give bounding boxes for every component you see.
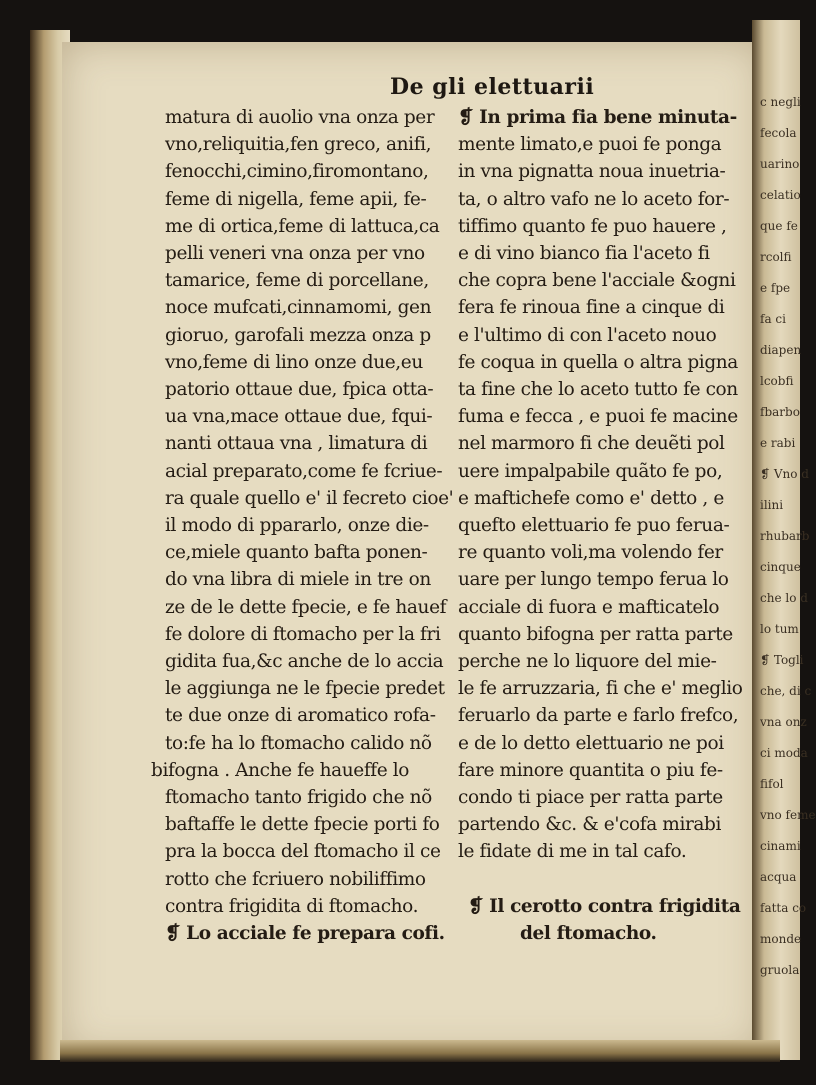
right_column-line: e di vino bianco fia l'aceto fi: [458, 243, 710, 264]
left_column-line: tamarice, feme di porcellane,: [165, 270, 429, 292]
left_column-line: vno,reliquitia,fen greco, anifi,: [165, 134, 432, 156]
facing-page-fragment: e fpe: [760, 281, 791, 295]
facing-page-fragment: lcobfi: [760, 374, 794, 388]
right_column-line: che copra bene l'acciale &ogni: [458, 270, 736, 292]
facing-page-fragment: vno feme: [760, 808, 816, 822]
facing-page-fragment: ci moda: [760, 746, 808, 760]
left_column-line: ❡ Lo acciale fe prepara cofi.: [165, 923, 445, 944]
left_column-line: ze de le dette fpecie, e fe hauef: [165, 596, 447, 618]
right_column-line: e maftichefe como e' detto , e: [458, 487, 724, 509]
right_column-line: fera fe rinoua fine a cinque di: [458, 297, 725, 319]
facing-page-fragment: fa ci: [760, 312, 786, 326]
facing-page-fragment: cinami: [760, 839, 801, 853]
right_column-line: quanto bifogna per ratta parte: [458, 623, 733, 645]
right_column-line: ta, o altro vafo ne lo aceto for-: [458, 188, 730, 210]
left_column-line: nanti ottaua vna , limatura di: [165, 433, 428, 455]
facing-page-edge: [752, 20, 816, 1060]
right_column-line: del ftomacho.: [520, 923, 657, 944]
facing-page-fragment: che lo d: [760, 591, 808, 605]
left_column-line: patorio ottaue due, fpica otta-: [165, 379, 434, 400]
right_column-line: ta fine che lo aceto tutto fe con: [458, 379, 738, 400]
right_column-line: e l'ultimo di con l'aceto nouo: [458, 324, 717, 346]
left_column-line: vno,feme di lino onze due,eu: [165, 351, 423, 373]
facing-page-fragment: celatio: [760, 188, 801, 202]
facing-page-fragment: diapen: [760, 343, 802, 357]
left_column-line: feme di nigella, feme apii, fe-: [165, 188, 427, 210]
right_column-line: perche ne lo liquore del mie-: [458, 651, 717, 672]
left_column-line: contra frigidita di ftomacho.: [165, 895, 419, 917]
left_column-line: ftomacho tanto frigido che nõ: [165, 787, 432, 808]
facing-page-fragment: rhubarb: [760, 529, 810, 543]
facing-page-fragment: que fe: [760, 219, 798, 233]
facing-page-fragment: ❡ Vno d: [760, 467, 809, 481]
right_column-line: acciale di fuora e mafticatelo: [458, 596, 720, 618]
left_column-line: baftaffe le dette fpecie porti fo: [165, 814, 440, 836]
left_column-line: gidita fua,&c anche de lo accia: [165, 651, 444, 672]
right_column-line: uere impalpabile quãto fe po,: [458, 460, 723, 482]
right_column-line: le fidate di me in tal cafo.: [458, 841, 687, 863]
right_column-line: feruarlo da parte e farlo frefco,: [458, 705, 739, 727]
right_column-line: fe coqua in quella o altra pigna: [458, 351, 738, 373]
right_column-line: fuma e fecca , e puoi fe macine: [458, 406, 738, 428]
left_column-line: il modo di ppararlo, onze die-: [165, 515, 429, 536]
facing-page-fragment: ilini: [760, 498, 784, 512]
left_column-line: me di ortica,feme di lattuca,ca: [165, 215, 440, 237]
facing-page-fragment: cinque: [760, 560, 801, 574]
left_column-line: fenocchi,cimino,firomontano,: [165, 161, 429, 183]
right_column-line: partendo &c. & e'cofa mirabi: [458, 814, 721, 836]
page-bottom-edge: [60, 1040, 780, 1062]
running-head: De gli elettuarii: [390, 74, 595, 100]
left_column-line: matura di auolio vna onza per: [165, 107, 435, 128]
facing-page-fragment: gruola: [760, 963, 800, 977]
left_column-line: te due onze di aromatico rofa-: [165, 705, 436, 727]
left_column-line: ua vna,mace ottaue due, fqui-: [165, 406, 433, 428]
facing-page-fragment: ❡ Togli: [760, 653, 804, 667]
left_column-line: rotto che fcriuero nobiliffimo: [165, 868, 426, 890]
facing-page-fragment: fecola: [760, 126, 797, 140]
right_column-line: tiffimo quanto fe puo hauere ,: [458, 215, 727, 237]
right_column-line: ❡ In prima fia bene minuta-: [458, 107, 737, 128]
left_column-line: ce,miele quanto bafta ponen-: [165, 542, 428, 564]
right_column-line: uare per lungo tempo ferua lo: [458, 569, 729, 591]
facing-page-fragment: lo tum: [760, 622, 799, 636]
facing-page-fragment: uarino: [760, 157, 800, 171]
facing-page-fragment: acqua: [760, 870, 797, 884]
right_column-line: fare minore quantita o piu fe-: [458, 759, 723, 781]
left_column-line: acial preparato,come fe fcriue-: [165, 460, 443, 482]
right_column-line: in vna pignatta noua inuetria-: [458, 161, 726, 183]
facing-page-fragment: che, di c: [760, 684, 812, 698]
facing-page-fragment: rcolfi: [760, 250, 792, 264]
left_column-line: bifogna . Anche fe haueffe lo: [151, 759, 410, 781]
facing-page-fragment: e rabi: [760, 436, 796, 450]
left_column-line: to:fe ha lo ftomacho calido nõ: [165, 732, 432, 754]
right_column-line: condo ti piace per ratta parte: [458, 787, 723, 808]
left_column-line: le aggiunga ne le fpecie predet: [165, 678, 445, 700]
left_column-line: do vna libra di miele in tre on: [165, 569, 431, 591]
facing-page-fragment: fifol: [760, 777, 784, 791]
right_column-line: le fe arruzzaria, fi che e' meglio: [458, 678, 743, 700]
facing-page-fragment: fbarbo: [760, 405, 800, 419]
left_column-line: pelli veneri vna onza per vno: [165, 243, 425, 264]
right_column-line: quefto elettuario fe puo ferua-: [458, 515, 730, 536]
facing-page-fragment: c negli: [760, 95, 801, 109]
left_column-line: ra quale quello e' il fecreto cioe': [165, 487, 454, 509]
facing-page-fragment: vna onz: [760, 715, 807, 729]
left_column-line: gioruo, garofali mezza onza p: [165, 324, 431, 346]
facing-page-fragment: fatta co: [760, 901, 807, 915]
left_column-line: fe dolore di ftomacho per la fri: [165, 623, 441, 645]
right_column-line: nel marmoro fi che deuẽti pol: [458, 433, 725, 455]
right_column-line: re quanto voli,ma volendo fer: [458, 542, 723, 564]
left_column-line: pra la bocca del ftomacho il ce: [165, 841, 441, 863]
right_column-line: ❡ Il cerotto contra frigidita: [468, 895, 741, 917]
left_column-line: noce mufcati,cinnamomi, gen: [165, 297, 432, 319]
right_column-line: mente limato,e puoi fe ponga: [458, 134, 722, 156]
right_column-line: e de lo detto elettuario ne poi: [458, 732, 724, 754]
facing-page-fragment: monde: [760, 932, 802, 946]
